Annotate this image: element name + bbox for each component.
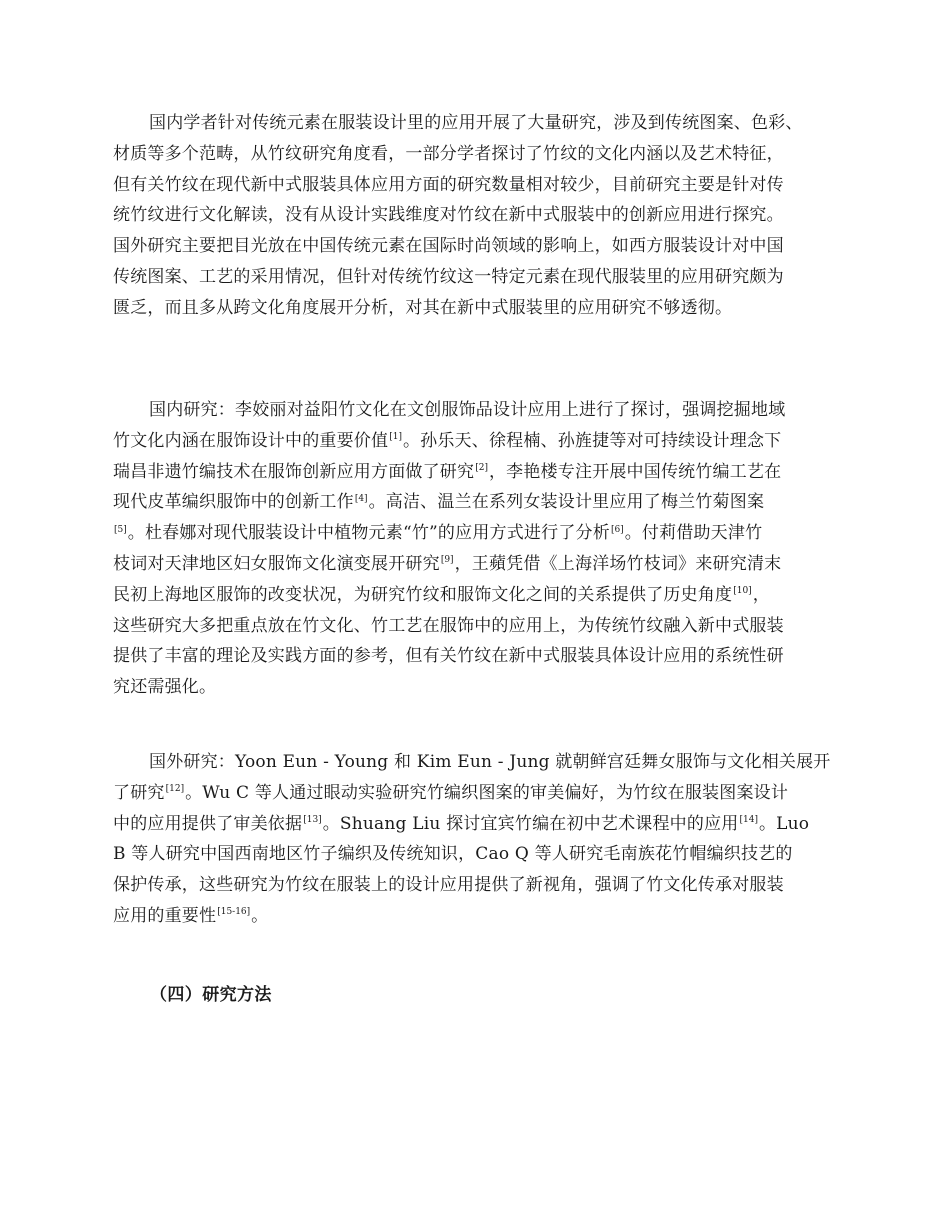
text-line: 国内研究：李姣丽对益阳竹文化在文创服饰品设计应用上进行了探讨，强调挖掘地域 [149,400,786,420]
text-line [113,549,838,580]
citation-ref: [4] [354,493,368,504]
text-segment: 。Wu C 等人通过眼动实验研究竹编织图案的审美偏好，为竹纹在服装图案设计 [185,782,789,803]
citation-ref: [6] [610,524,624,535]
text-segment: 。孙乐天、徐程楠、孙旌捷等对可持续设计理念下 [402,430,782,451]
text-segment: 了研究 [113,782,165,803]
paragraph-overview [113,108,838,324]
citation-ref: [15-16] [217,907,251,918]
text-line: 匮乏，而且多从跨文化角度展开分析，对其在新中式服装里的应用研究不够透彻。 [113,297,733,318]
text-line: 究还需强化。 [113,677,217,698]
text-line: B 等人研究中国西南地区竹子编织及传统知识，Cao Q 等人研究毛南族花竹帽编织技艺的 [113,844,793,865]
text-line [113,901,838,932]
text-segment: 民初上海地区服饰的改变状况，为研究竹纹和服饰文化之间的关系提供了历史角度 [113,584,733,605]
text-line [113,487,838,518]
text-line [113,426,838,457]
text-segment: 。高洁、温兰在系列女装设计里应用了梅兰竹菊图案 [368,492,765,513]
citation-ref: [10] [733,586,752,597]
text-segment: 应用的重要性 [113,905,217,926]
text-line: 保护传承，这些研究为竹纹在服装上的设计应用提供了新视角，强调了竹文化传承对服装 [113,875,784,896]
text-line [113,778,838,809]
citation-ref: [9] [440,555,454,566]
text-line: 提供了丰富的理论及实践方面的参考，但有关竹纹在新中式服装具体设计应用的系统性研 [113,646,784,667]
text-line [113,809,838,840]
text-line: 统竹纹进行文化解读，没有从设计实践维度对竹纹在新中式服装中的创新应用进行探究。 [113,205,784,226]
text-segment: 现代皮革编织服饰中的创新工作 [113,492,354,513]
section-heading-research-methods: （四）研究方法 [150,985,272,1005]
text-segment: 。 [251,905,269,926]
text-line: 材质等多个范畴，从竹纹研究角度看，一部分学者探讨了竹纹的文化内涵以及艺术特征， [113,143,784,164]
paragraph-domestic-research [113,395,838,703]
text-line [113,457,838,488]
citation-ref: [12] [165,784,185,795]
citation-ref: [5] [114,524,127,535]
citation-ref: [1] [389,432,402,443]
text-line: 国外研究主要把目光放在中国传统元素在国际时尚领域的影响上，如西方服装设计对中国 [113,236,784,257]
citation-ref: [13] [303,814,322,825]
text-line [113,518,838,549]
paragraph-foreign-research [113,747,838,932]
text-line [113,580,838,611]
text-line: 国外研究：Yoon Eun - Young 和 Kim Eun - Jung 就朝鲜宫廷舞女服饰与文化相关展开 [149,752,831,772]
text-segment: ，王蘋凭借《上海洋场竹枝词》来研究清末 [454,553,782,574]
text-segment: 中的应用提供了审美依据 [113,813,303,834]
text-segment: 瑞昌非遗竹编技术在服饰创新应用方面做了研究 [113,461,475,482]
text-segment: 。杜春娜对现代服装设计中植物元素“竹”的应用方式进行了分析 [127,523,610,544]
text-segment: 。Luo [758,813,810,834]
text-line: 国内学者针对传统元素在服装设计里的应用开展了大量研究，涉及到传统图案、色彩、 [149,113,803,133]
citation-ref: [14] [739,814,758,825]
text-line: 这些研究大多把重点放在竹文化、竹工艺在服饰中的应用上，为传统竹纹融入新中式服装 [113,615,784,636]
text-segment: 。付莉借助天津竹 [624,523,763,544]
text-segment: 枝词对天津地区妇女服饰文化演变展开研究 [113,553,440,574]
text-segment: ， [752,584,770,605]
text-line: 传统图案、工艺的采用情况，但针对传统竹纹这一特定元素在现代服装里的应用研究颇为 [113,266,784,287]
text-segment: 竹文化内涵在服饰设计中的重要价值 [113,430,389,451]
text-line: 但有关竹纹在现代新中式服装具体应用方面的研究数量相对较少，目前研究主要是针对传 [113,174,784,195]
text-segment: 。Shuang Liu 探讨宜宾竹编在初中艺术课程中的应用 [322,813,739,834]
citation-ref: [2] [475,462,488,473]
text-segment: ，李艳楼专注开展中国传统竹编工艺在 [488,461,782,482]
